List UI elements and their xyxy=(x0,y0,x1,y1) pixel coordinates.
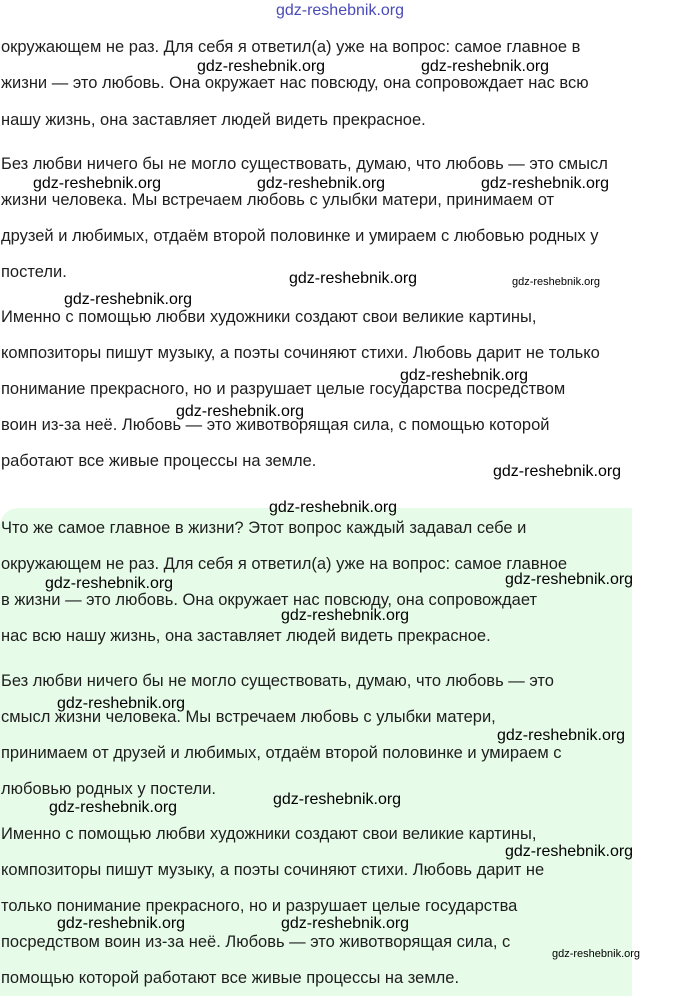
text-line: жизни — это любовь. Она окружает нас повсюду, она сопровождает нас всю xyxy=(1,74,589,92)
watermark: gdz-reshebnik.org xyxy=(505,843,634,860)
watermark: gdz-reshebnik.org xyxy=(57,915,186,932)
text-line: Именно с помощью любви художники создают свои великие картины, xyxy=(1,308,537,326)
text-line: композиторы пишут музыку, а поэты сочиняют стихи. Любовь дарит не только xyxy=(1,344,600,362)
watermark: gdz-reshebnik.org xyxy=(33,175,162,192)
text-line: нас всю нашу жизнь, она заставляет людей видеть прекрасное. xyxy=(1,627,491,645)
text-line: окружающем не раз. Для себя я ответил(а) уже на вопрос: самое главное в xyxy=(1,38,581,56)
header-watermark: gdz-reshebnik.org xyxy=(275,2,405,19)
text-line: постели. xyxy=(1,263,67,281)
watermark: gdz-reshebnik.org xyxy=(421,58,550,75)
text-line: принимаем от друзей и любимых, отдаём второй половинке и умираем с xyxy=(1,744,562,762)
watermark: gdz-reshebnik.org xyxy=(493,463,622,480)
watermark: gdz-reshebnik.org xyxy=(197,58,326,75)
watermark: gdz-reshebnik.org xyxy=(273,791,402,808)
watermark: gdz-reshebnik.org xyxy=(269,499,398,516)
text-line: Без любви ничего бы не могло существовать, думаю, что любовь — это смысл xyxy=(1,155,608,173)
watermark: gdz-reshebnik.org xyxy=(57,695,186,712)
watermark: gdz-reshebnik.org xyxy=(552,948,641,960)
watermark: gdz-reshebnik.org xyxy=(512,276,601,288)
text-line: Без любви ничего бы не могло существовать, думаю, что любовь — это xyxy=(1,672,554,690)
watermark: gdz-reshebnik.org xyxy=(289,270,418,287)
text-line: помощью которой работают все живые процессы на земле. xyxy=(1,969,460,987)
watermark: gdz-reshebnik.org xyxy=(45,575,174,592)
text-line: посредством воин из-за неё. Любовь — это животворящая сила, с xyxy=(1,933,511,951)
text-line: Именно с помощью любви художники создают свои великие картины, xyxy=(1,825,537,843)
text-line: работают все живые процессы на земле. xyxy=(1,452,317,470)
watermark: gdz-reshebnik.org xyxy=(497,727,626,744)
text-line: понимание прекрасного, но и разрушает целые государства посредством xyxy=(1,380,566,398)
watermark: gdz-reshebnik.org xyxy=(400,367,529,384)
text-line: только понимание прекрасного, но и разрушает целые государства xyxy=(1,897,518,915)
text-line: смысл жизни человека. Мы встречаем любовь с улыбки матери, xyxy=(1,708,496,726)
watermark: gdz-reshebnik.org xyxy=(176,403,305,420)
watermark: gdz-reshebnik.org xyxy=(505,571,634,588)
text-line: друзей и любимых, отдаём второй половинке и умираем с любовью родных у xyxy=(1,227,599,245)
watermark: gdz-reshebnik.org xyxy=(481,175,610,192)
text-line: окружающем не раз. Для себя я ответил(а) уже на вопрос: самое главное xyxy=(1,555,568,573)
watermark: gdz-reshebnik.org xyxy=(281,607,410,624)
text-line: композиторы пишут музыку, а поэты сочиняют стихи. Любовь дарит не xyxy=(1,861,545,879)
watermark: gdz-reshebnik.org xyxy=(49,799,178,816)
text-line: любовью родных у постели. xyxy=(1,780,216,798)
text-line: нашу жизнь, она заставляет людей видеть прекрасное. xyxy=(1,111,426,129)
watermark: gdz-reshebnik.org xyxy=(64,291,193,308)
text-line: жизни человека. Мы встречаем любовь с улыбки матери, принимаем от xyxy=(1,191,555,209)
text-line: воин из-за неё. Любовь — это животворящая сила, с помощью которой xyxy=(1,416,550,434)
text-line: Что же самое главное в жизни? Этот вопрос каждый задавал себе и xyxy=(1,519,527,537)
watermark: gdz-reshebnik.org xyxy=(257,175,386,192)
text-line: в жизни — это любовь. Она окружает нас повсюду, она сопровождает xyxy=(1,591,538,609)
watermark: gdz-reshebnik.org xyxy=(281,915,410,932)
